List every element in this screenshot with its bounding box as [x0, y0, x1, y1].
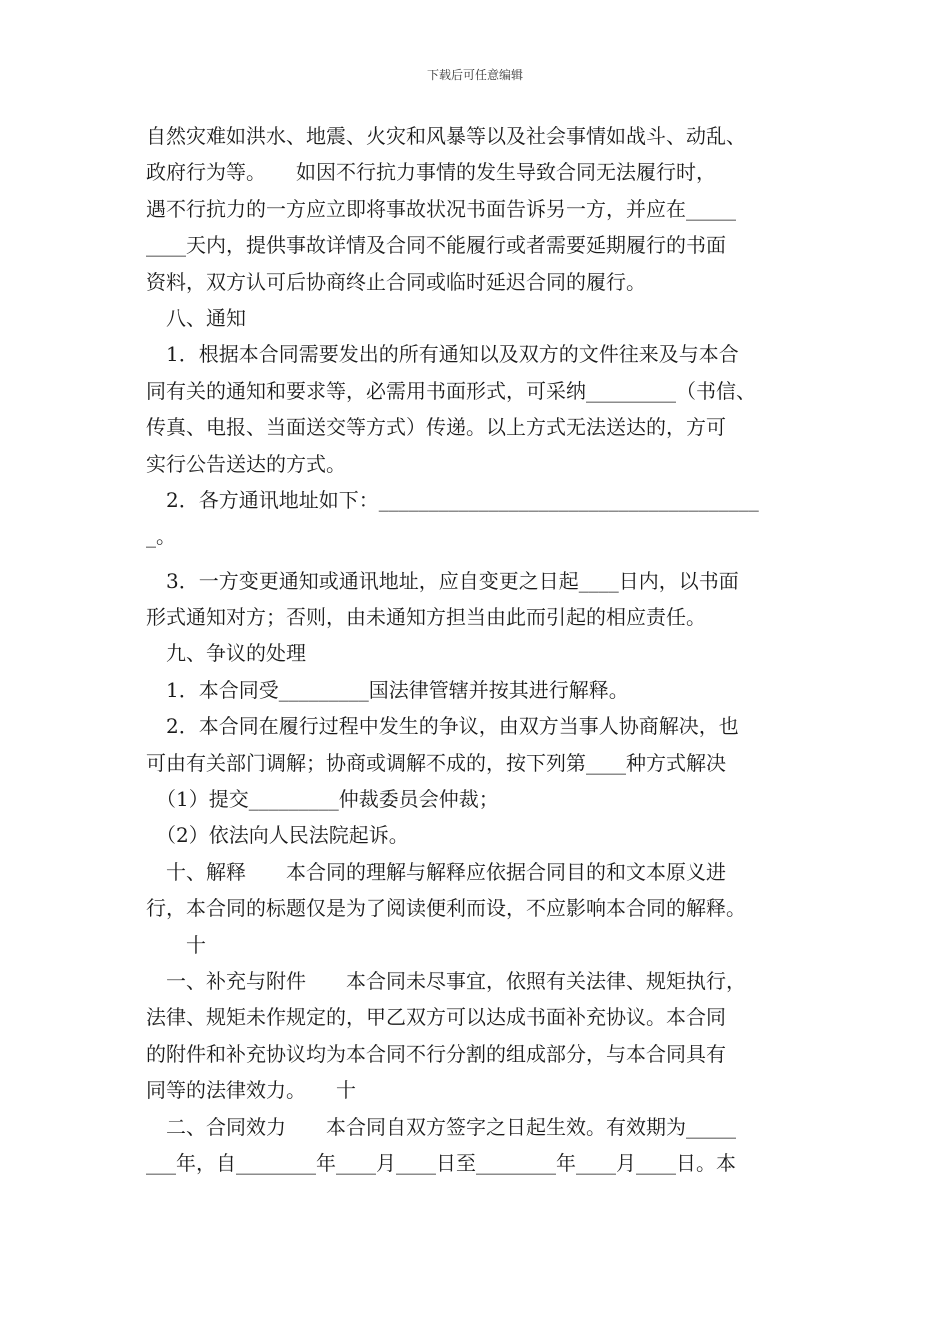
text-line: 同有关的通知和要求等，必需用书面形式，可采纳_________（书信、 — [146, 378, 756, 403]
text-line: 的附件和补充协议均为本合同不行分割的组成部分，与本合同具有 — [146, 1041, 726, 1066]
text-line: 可由有关部门调解；协商或调解不成的，按下列第____种方式解决 — [146, 750, 726, 775]
text-line: 1．本合同受_________国法律管辖并按其进行解释。 — [146, 677, 629, 702]
text-line: ___年，自________年____月____日至________年____月____日。本 — [146, 1150, 736, 1175]
section-heading-interpretation: 十、解释 本合同的理解与解释应依据合同目的和文本原义进 — [146, 859, 726, 884]
text-line: 1．根据本合同需要发出的所有通知以及双方的文件往来及与本合 — [146, 342, 739, 367]
text-line: 同等的法律效力。 十 — [146, 1078, 356, 1103]
text-line: 资料，双方认可后协商终止合同或临时延迟合同的履行。 — [146, 269, 646, 294]
document-body — [146, 118, 826, 1181]
text-line: ____天内，提供事故详情及合同不能履行或者需要延期履行的书面 — [146, 233, 726, 258]
section-heading-dispute: 九、争议的处理 — [146, 641, 306, 666]
section-heading-supplement: 一、补充与附件 本合同未尽事宜，依照有关法律、规矩执行， — [146, 968, 746, 993]
text-line: 十 — [146, 932, 206, 957]
text-line: 行，本合同的标题仅是为了阅读便利而设，不应影响本合同的解释。 — [146, 896, 746, 921]
text-line: 3．一方变更通知或通讯地址，应自变更之日起____日内，以书面 — [146, 568, 739, 593]
text-line: 传真、电报、当面送交等方式）传递。以上方式无法送达的，方可 — [146, 415, 726, 440]
text-line: 2．本合同在履行过程中发生的争议，由双方当事人协商解决，也 — [146, 714, 739, 739]
text-line: （2）依法向人民法院起诉。 — [146, 823, 409, 848]
text-line: 自然灾难如洪水、地震、火灾和风暴等以及社会事情如战斗、动乱、 — [146, 124, 746, 148]
text-line: 实行公告送达的方式。 — [146, 451, 346, 476]
section-heading-validity: 二、合同效力 本合同自双方签字之日起生效。有效期为_____ — [146, 1114, 736, 1139]
page-header: 下载后可任意编辑 — [426, 68, 523, 82]
text-line: 遇不行抗力的一方应立即将事故状况书面告诉另一方，并应在_____ — [146, 196, 736, 221]
section-heading-notice: 八、通知 — [146, 305, 246, 330]
text-line: _。 — [146, 524, 176, 549]
text-line: （1）提交_________仲裁委员会仲裁； — [146, 787, 499, 812]
text-line: 政府行为等。 如因不行抗力事情的发生导致合同无法履行时， — [146, 160, 716, 185]
text-line: 形式通知对方；否则，由未通知方担当由此而引起的相应责任。 — [146, 605, 706, 630]
text-line: 2．各方通讯地址如下：______________________________________ — [146, 487, 759, 512]
text-line: 法律、规矩未作规定的，甲乙双方可以达成书面补充协议。本合同 — [146, 1005, 726, 1030]
